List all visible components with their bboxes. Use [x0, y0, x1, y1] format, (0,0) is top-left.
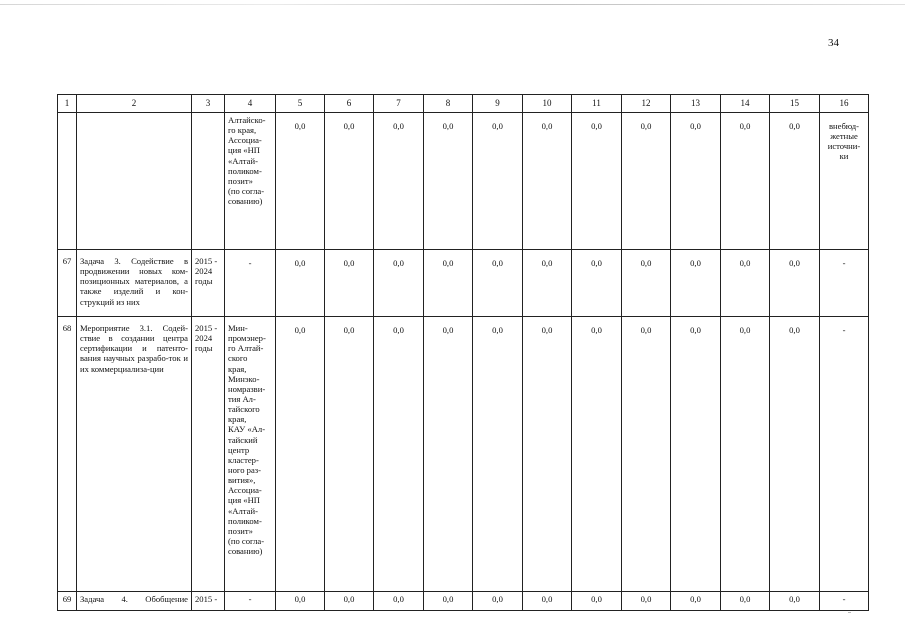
funding-source: -	[820, 317, 869, 592]
program-table	[57, 94, 869, 611]
value-cell: 0,0	[276, 317, 325, 592]
header-cell: 14	[721, 95, 770, 113]
value-cell: 0,0	[325, 592, 374, 611]
value-cell: 0,0	[572, 317, 622, 592]
value-cell: 0,0	[622, 250, 671, 317]
table-row	[58, 592, 869, 611]
row-name	[77, 113, 192, 250]
value-cell: 0,0	[523, 592, 572, 611]
header-cell: 11	[572, 95, 622, 113]
table-header-row	[58, 95, 869, 113]
row-executor: Алтайско- го края, Ассоциа- ция «НП «Алтай- поликом- позит» (по согла- сованию)	[225, 113, 276, 250]
value-cell: 0,0	[276, 250, 325, 317]
funding-source: внебюд- жетные источни- ки	[820, 113, 869, 250]
value-cell: 0,0	[770, 317, 820, 592]
row-period: 2015 - 2024 годы	[192, 317, 225, 592]
value-cell: 0,0	[473, 113, 523, 250]
value-cell: 0,0	[424, 113, 473, 250]
row-name: Задача 3. Содействие в продвижении новых ком-позиционных материалов, а также изделий и кон-струкций из них	[77, 250, 192, 317]
value-cell: 0,0	[276, 113, 325, 250]
row-period: 2015 - 2024 годы	[192, 250, 225, 317]
row-number	[58, 113, 77, 250]
value-cell: 0,0	[572, 592, 622, 611]
value-cell: 0,0	[721, 250, 770, 317]
value-cell: 0,0	[473, 317, 523, 592]
row-period: 2015 -	[192, 592, 225, 611]
value-cell: 0,0	[276, 592, 325, 611]
header-cell: 3	[192, 95, 225, 113]
value-cell: 0,0	[622, 592, 671, 611]
value-cell: 0,0	[622, 113, 671, 250]
row-executor: -	[225, 592, 276, 611]
value-cell: 0,0	[473, 592, 523, 611]
row-number: 69	[58, 592, 77, 611]
value-cell: 0,0	[325, 250, 374, 317]
funding-source: -	[820, 592, 869, 611]
value-cell: 0,0	[473, 250, 523, 317]
value-cell: 0,0	[374, 113, 424, 250]
value-cell: 0,0	[770, 592, 820, 611]
value-cell: 0,0	[622, 317, 671, 592]
header-cell: 9	[473, 95, 523, 113]
value-cell: 0,0	[424, 250, 473, 317]
value-cell: 0,0	[671, 317, 721, 592]
value-cell: 0,0	[671, 113, 721, 250]
header-cell: 10	[523, 95, 572, 113]
value-cell: 0,0	[721, 113, 770, 250]
row-name: Задача 4. Обобщение	[77, 592, 192, 611]
row-number: 68	[58, 317, 77, 592]
table-row	[58, 113, 869, 250]
header-cell: 7	[374, 95, 424, 113]
value-cell: 0,0	[523, 250, 572, 317]
value-cell: 0,0	[374, 317, 424, 592]
header-cell: 1	[58, 95, 77, 113]
value-cell: 0,0	[721, 592, 770, 611]
value-cell: 0,0	[770, 250, 820, 317]
table-row	[58, 250, 869, 317]
header-cell: 12	[622, 95, 671, 113]
table-row	[58, 317, 869, 592]
value-cell: 0,0	[424, 592, 473, 611]
row-period	[192, 113, 225, 250]
row-executor: -	[225, 250, 276, 317]
header-cell: 2	[77, 95, 192, 113]
value-cell: 0,0	[325, 113, 374, 250]
value-cell: 0,0	[572, 113, 622, 250]
page-number: 34	[828, 37, 839, 49]
header-cell: 4	[225, 95, 276, 113]
header-cell: 5	[276, 95, 325, 113]
scan-top-edge	[0, 4, 905, 5]
value-cell: 0,0	[770, 113, 820, 250]
value-cell: 0,0	[671, 592, 721, 611]
row-executor: Мин- промэнер- го Алтай- ского края, Минэко- номразви- тия Ал- тайского края, КАУ «Ал- тайский центр кластер- ного раз- вития», Ассоциа- ция «НП «Алтай- поликом- позит» (по согла- сованию)	[225, 317, 276, 592]
value-cell: 0,0	[374, 592, 424, 611]
row-name: Мероприятие 3.1. Содей-ствие в создании центра сертификации и патенто-вания научных разрабо-ток и их коммерциализа-ции	[77, 317, 192, 592]
value-cell: 0,0	[671, 250, 721, 317]
value-cell: 0,0	[523, 113, 572, 250]
value-cell: 0,0	[572, 250, 622, 317]
header-cell: 8	[424, 95, 473, 113]
header-cell: 15	[770, 95, 820, 113]
value-cell: 0,0	[374, 250, 424, 317]
row-number: 67	[58, 250, 77, 317]
header-cell: 13	[671, 95, 721, 113]
funding-source: -	[820, 250, 869, 317]
header-cell: 6	[325, 95, 374, 113]
header-cell: 16	[820, 95, 869, 113]
value-cell: 0,0	[325, 317, 374, 592]
value-cell: 0,0	[523, 317, 572, 592]
value-cell: 0,0	[721, 317, 770, 592]
value-cell: 0,0	[424, 317, 473, 592]
scan-speck	[848, 612, 851, 613]
